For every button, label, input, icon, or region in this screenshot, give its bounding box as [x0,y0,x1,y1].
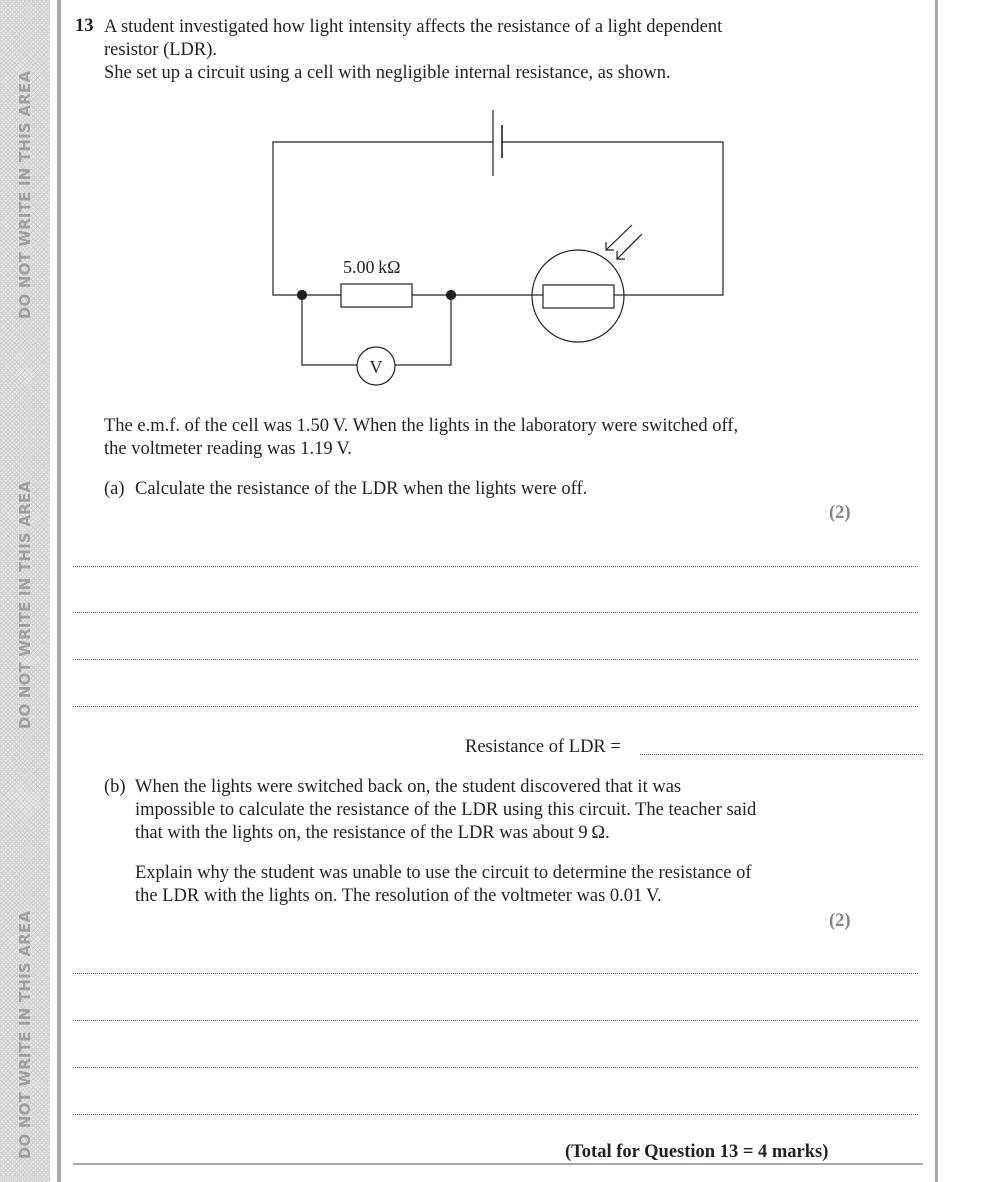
margin-warning: DO NOT WRITE IN THIS AREA [16,480,34,730]
intro-line: A student investigated how light intensity affects the resistance of a light dependent [104,17,723,37]
junction-dot [447,291,456,300]
context-line: the voltmeter reading was 1.19 V. [104,439,352,459]
question-number: 13 [75,16,94,36]
answer-prompt: Resistance of LDR = [465,737,621,757]
part-b-line: impossible to calculate the resistance of the LDR using this circuit. The teacher said [135,800,757,820]
voltmeter-label: V [369,357,383,377]
answer-line[interactable] [73,566,918,567]
margin-warning: DO NOT WRITE IN THIS AREA [16,70,34,320]
junction-dot [298,291,307,300]
ldr-icon [532,225,642,342]
resistor-label: 5.00 kΩ [343,257,401,277]
part-b-label: (b) [104,777,126,797]
fixed-resistor [341,284,412,307]
answer-field[interactable] [640,754,923,755]
total-marks: (Total for Question 13 = 4 marks) [565,1142,829,1162]
end-rule [73,1163,923,1165]
answer-line[interactable] [73,612,918,613]
answer-line[interactable] [73,1020,918,1021]
part-b-marks: (2) [829,911,851,931]
answer-line[interactable] [73,706,918,707]
part-a-marks: (2) [829,503,851,523]
intro-line: She set up a circuit using a cell with negligible internal resistance, as shown. [104,63,671,83]
part-b-line: the LDR with the lights on. The resolution of the voltmeter was 0.01 V. [135,886,662,906]
margin-warning: DO NOT WRITE IN THIS AREA [16,910,34,1160]
answer-line[interactable] [73,973,918,974]
circuit-wires [273,142,723,365]
circuit-diagram [0,0,993,420]
intro-line: resistor (LDR). [104,40,218,60]
answer-line[interactable] [73,1114,918,1115]
cell-icon [493,110,502,176]
answer-line[interactable] [73,1067,918,1068]
part-a-label: (a) [104,479,125,499]
context-line: The e.m.f. of the cell was 1.50 V. When the lights in the laboratory were switched off, [104,416,739,436]
answer-line[interactable] [73,659,918,660]
part-a-text: Calculate the resistance of the LDR when the lights were off. [135,479,588,499]
part-b-line: When the lights were switched back on, the student discovered that it was [135,777,682,797]
part-b-line: Explain why the student was unable to use the circuit to determine the resistance of [135,863,752,883]
part-b-line: that with the lights on, the resistance of the LDR was about 9 Ω. [135,823,610,843]
